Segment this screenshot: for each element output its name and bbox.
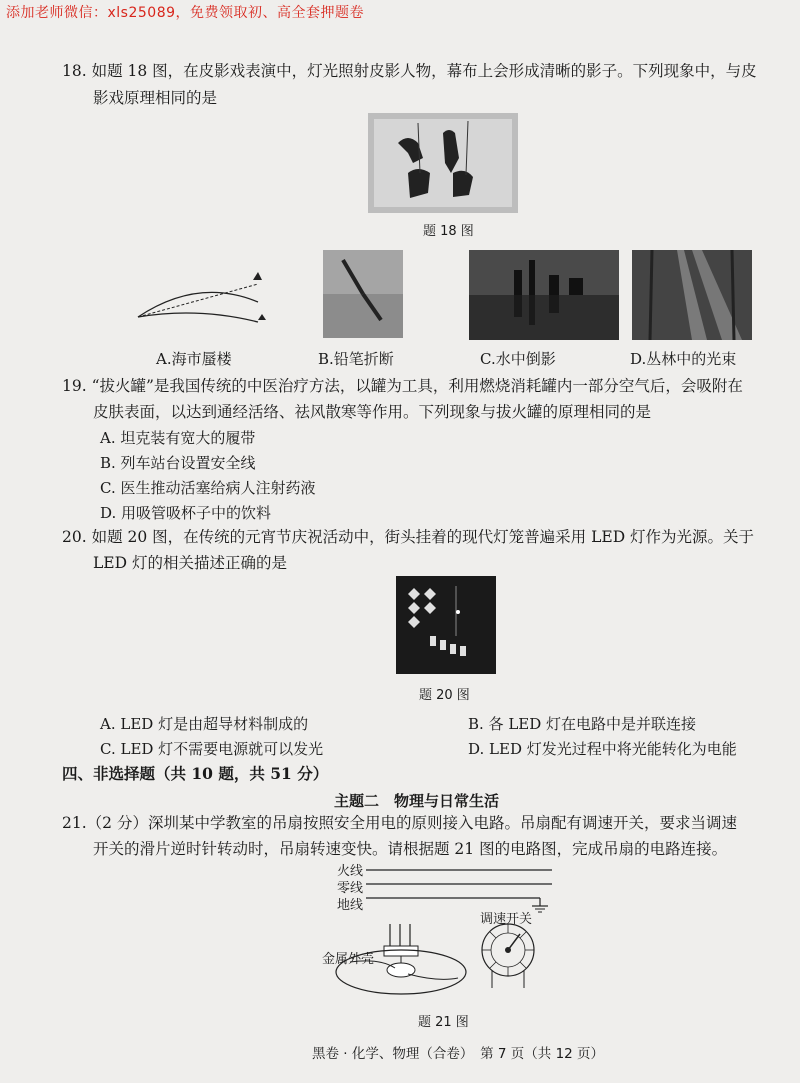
led-lantern-photo — [396, 576, 496, 674]
q19-option-d: D. 用吸管吸杯子中的饮料 — [100, 504, 272, 522]
theme-2-heading: 主题二 物理与日常生活 — [334, 792, 500, 810]
q20-option-b: B. 各 LED 灯在电路中是并联连接 — [468, 715, 697, 733]
q20-option-d: D. LED 灯发光过程中将光能转化为电能 — [468, 740, 737, 758]
q18-option-d: D.丛林中的光束 — [630, 350, 737, 368]
q18-option-b: B.铅笔折断 — [318, 350, 394, 368]
page-footer: 黑卷 · 化学、物理（合卷） 第 7 页（共 12 页） — [312, 1046, 605, 1062]
fig18-caption: 题 18 图 — [423, 224, 474, 239]
forest-light-beam-photo — [632, 250, 752, 340]
q19-line1: 19. “拔火罐”是我国传统的中医治疗方法，以罐为工具，利用燃烧消耗罐内一部分空气后，会吸附在 — [62, 377, 743, 395]
fig20-caption: 题 20 图 — [419, 688, 470, 703]
q20-option-c: C. LED 灯不需要电源就可以发光 — [100, 740, 324, 758]
speed-switch-label: 调速开关 — [480, 912, 533, 927]
q20-option-a: A. LED 灯是由超导材料制成的 — [100, 715, 309, 733]
q21-line1: 21.（2 分）深圳某中学教室的吊扇按照安全用电的原则接入电路。吊扇配有调速开关，要求当调速 — [62, 814, 737, 832]
q18-option-c: C.水中倒影 — [480, 350, 556, 368]
q19-line2: 皮肤表面，以达到通经活络、祛风散寒等作用。下列现象与拔火罐的原理相同的是 — [93, 403, 652, 421]
q19-option-b: B. 列车站台设置安全线 — [100, 454, 256, 472]
q19-option-c: C. 医生推动活塞给病人注射药液 — [100, 479, 316, 497]
pencil-in-water-photo — [323, 250, 403, 338]
water-reflection-photo — [469, 250, 619, 340]
q18-line1: 18. 如题 18 图，在皮影戏表演中，灯光照射皮影人物，幕布上会形成清晰的影子。下列现象中，与皮 — [62, 62, 757, 80]
neutral-wire-label: 零线 — [337, 881, 364, 896]
fig21-caption: 题 21 图 — [418, 1015, 469, 1030]
q20-line2: LED 灯的相关描述正确的是 — [93, 554, 287, 572]
section-4-heading: 四、非选择题（共 10 题，共 51 分） — [62, 764, 329, 783]
q18-line2: 影戏原理相同的是 — [93, 89, 218, 107]
ground-wire-label: 地线 — [337, 898, 364, 913]
q21-line2: 开关的滑片逆时针转动时，吊扇转速变快。请根据题 21 图的电路图，完成吊扇的电路连接。 — [93, 840, 728, 858]
live-wire-label: 火线 — [337, 864, 364, 879]
mirage-diagram — [128, 262, 268, 340]
q18-option-a: A.海市蜃楼 — [156, 350, 232, 368]
q20-line1: 20. 如题 20 图，在传统的元宵节庆祝活动中，街头挂着的现代灯笼普遍采用 LED 灯作为光源。关于 — [62, 528, 755, 546]
shadow-puppet-photo — [368, 113, 518, 213]
metal-shell-label: 金属外壳 — [322, 952, 375, 967]
q19-option-a: A. 坦克装有宽大的履带 — [100, 429, 256, 447]
watermark-text: 添加老师微信：xls25089，免费领取初、高全套押题卷 — [6, 5, 365, 21]
